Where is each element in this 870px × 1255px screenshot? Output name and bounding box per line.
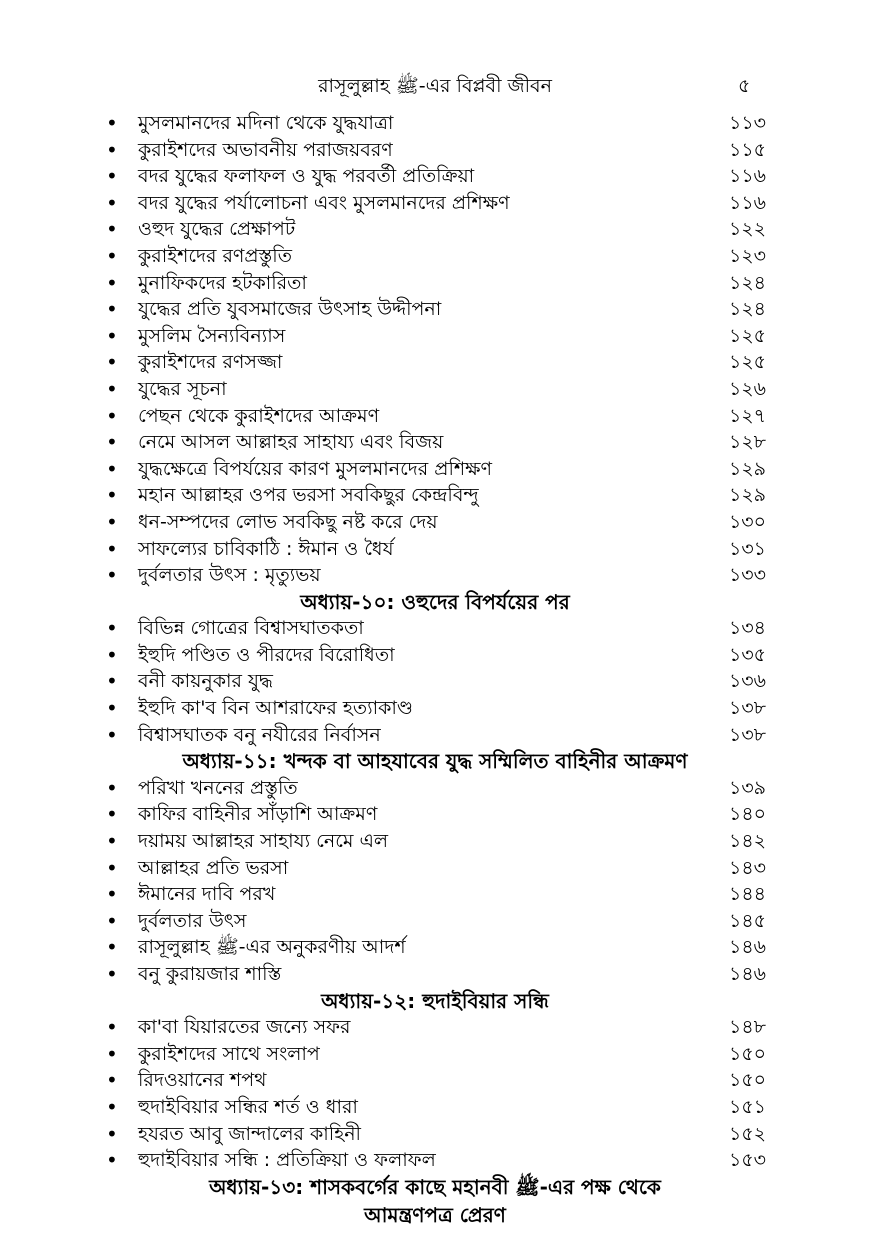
toc-entry-title: মুসলিম সৈন্যবিন্যাস <box>138 324 286 347</box>
bullet-icon: • <box>106 1121 118 1146</box>
toc-entry <box>0 668 870 695</box>
bullet-icon: • <box>106 1041 118 1066</box>
toc-entry-page: ১২৮ <box>728 431 766 454</box>
bullet-icon: • <box>106 137 118 162</box>
toc-entry-page: ১৪৪ <box>729 883 766 906</box>
bullet-icon: • <box>106 297 118 322</box>
toc-entry-title: বিশ্বাসঘাতক বনু নযীরের নির্বাসন <box>138 723 381 746</box>
toc-entry <box>0 296 870 323</box>
toc-entry-title: বিভিন্ন গোত্রের বিশ্বাসঘাতকতা <box>138 617 364 640</box>
bullet-icon: • <box>106 111 118 135</box>
bullet-icon: • <box>106 563 118 588</box>
bullet-icon: • <box>106 1148 118 1173</box>
toc-entry-title: ইহুদি কা'ব বিন আশরাফের হত্যাকাণ্ড <box>138 697 414 720</box>
bullet-icon: • <box>106 1068 118 1093</box>
toc-entry-title: পেছন থেকে কুরাইশদের আক্রমণ <box>138 404 380 427</box>
bullet-icon: • <box>106 376 118 401</box>
toc-entry-page: ১৫০ <box>728 1042 766 1065</box>
toc-entry-page: ১২৪ <box>728 298 766 321</box>
toc-entry-title: কাফির বাহিনীর সাঁড়াশি আক্রমণ <box>138 803 378 826</box>
toc-entry-title: ধন-সম্পদের লোভ সবকিছু নষ্ট করে দেয় <box>138 510 438 533</box>
toc-entry-title: কুরাইশদের সাথে সংলাপ <box>138 1042 320 1065</box>
bullet-icon: • <box>106 1094 118 1119</box>
toc-entry-page: ১৪০ <box>728 803 766 826</box>
toc-entry <box>0 429 870 456</box>
toc-entry <box>0 722 870 749</box>
toc-entry <box>0 216 870 243</box>
toc-entry <box>0 562 870 589</box>
toc-entry <box>0 536 870 563</box>
toc-entry-title: মুসলমানদের মদিনা থেকে যুদ্ধযাত্রা <box>138 112 394 134</box>
toc-entry <box>0 828 870 855</box>
toc-entry-title: রিদওয়ানের শপথ <box>138 1069 267 1092</box>
toc-entry-page: ১৩৫ <box>728 643 766 666</box>
toc-entry-title: দুর্বলতার উৎস : মৃত্যুভয় <box>138 564 321 587</box>
toc-entry <box>0 855 870 882</box>
toc-entry-page: ১২৯ <box>728 457 766 480</box>
toc-entry <box>0 137 870 164</box>
toc-entry <box>0 615 870 642</box>
toc-entry-title: হযরত আবু জান্দালের কাহিনী <box>138 1122 361 1145</box>
toc-entry-title: বদর যুদ্ধের ফলাফল ও যুদ্ধ পরবর্তী প্রতিক্রিয়া <box>138 165 475 188</box>
toc-entry-page: ১৫১ <box>729 1095 766 1118</box>
bullet-icon: • <box>106 802 118 827</box>
table-of-contents <box>0 110 870 1230</box>
toc-entry <box>0 801 870 828</box>
toc-entry-page: ১২৯ <box>728 484 766 507</box>
bullet-icon: • <box>106 270 118 295</box>
toc-entry-page: ১১৩ <box>728 112 766 134</box>
toc-entry-page: ১৪২ <box>728 830 766 853</box>
toc-entry-page: ১২৩ <box>728 244 766 267</box>
toc-entry <box>0 908 870 935</box>
toc-entry <box>0 1041 870 1068</box>
chapter-heading: অধ্যায়-১২: হুদাইবিয়ার সন্ধি <box>321 988 549 1013</box>
bullet-icon: • <box>106 509 118 534</box>
toc-entry-page: ১৪৮ <box>729 1016 766 1039</box>
toc-entry-page: ১৩৬ <box>728 670 766 693</box>
toc-entry <box>0 163 870 190</box>
toc-entry-page: ১২৫ <box>728 324 766 347</box>
toc-entry-page: ১৩৮ <box>728 723 766 746</box>
toc-entry-title: মহান আল্লাহর ওপর ভরসা সবকিছুর কেন্দ্রবিন্দু <box>138 484 479 507</box>
bullet-icon: • <box>106 935 118 960</box>
toc-entry-page: ১৩৯ <box>728 776 766 799</box>
chapter-heading: অধ্যায়-১৩: শাসকবর্গের কাছে মহানবী ﷺ-এর পক্ষ থেকে <box>209 1174 661 1199</box>
bullet-icon: • <box>106 696 118 721</box>
toc-entry <box>0 695 870 722</box>
bullet-icon: • <box>106 722 118 747</box>
toc-entry-page: ১১৬ <box>728 165 766 188</box>
bullet-icon: • <box>106 908 118 933</box>
toc-entry <box>0 456 870 483</box>
bullet-icon: • <box>106 882 118 907</box>
page-number: ৫ <box>738 75 751 97</box>
toc-entry-title: কুরাইশদের অভাবনীয় পরাজয়বরণ <box>138 138 393 161</box>
toc-entry <box>0 270 870 297</box>
bullet-icon: • <box>106 483 118 508</box>
toc-entry <box>0 1094 870 1121</box>
toc-entry-page: ১৩৪ <box>728 617 766 640</box>
toc-entry-page: ১১৫ <box>729 138 766 161</box>
toc-entry-title: হুদাইবিয়ার সন্ধি : প্রতিক্রিয়া ও ফলাফল <box>138 1149 436 1172</box>
toc-entry-page: ১৩৮ <box>728 697 766 720</box>
toc-entry-title: যুদ্ধক্ষেত্রে বিপর্যয়ের কারণ মুসলমানদের প্রশিক্ষণ <box>138 457 493 480</box>
toc-entry-title: যুদ্ধের সূচনা <box>138 377 227 400</box>
toc-entry-page: ১৫২ <box>728 1122 766 1145</box>
bullet-icon: • <box>106 190 118 215</box>
toc-entry <box>0 110 870 137</box>
bullet-icon: • <box>106 642 118 667</box>
toc-entry-title: কুরাইশদের রণসজ্জা <box>138 351 283 374</box>
toc-entry-title: বনী কায়নুকার যুদ্ধ <box>138 670 273 693</box>
toc-entry-title: রাসূলুল্লাহ ﷺ-এর অনুকরণীয় আদর্শ <box>138 936 406 959</box>
bullet-icon: • <box>106 217 118 242</box>
toc-entry <box>0 190 870 217</box>
toc-entry-title: দয়াময় আল্লাহর সাহায্য নেমে এল <box>138 830 389 853</box>
bullet-icon: • <box>106 669 118 694</box>
toc-entry <box>0 1067 870 1094</box>
toc-entry <box>0 376 870 403</box>
toc-entry-title: বদর যুদ্ধের পর্যালোচনা এবং মুসলমানদের প্রশিক্ষণ <box>138 191 510 214</box>
bullet-icon: • <box>106 323 118 348</box>
toc-entry-page: ১৪৬ <box>728 936 766 959</box>
toc-entry-title: মুনাফিকদের হটকারিতা <box>138 271 307 294</box>
toc-entry <box>0 934 870 961</box>
toc-entry-page: ১২২ <box>728 218 766 241</box>
toc-entry <box>0 403 870 430</box>
toc-entry-page: ১৫০ <box>728 1069 766 1092</box>
bullet-icon: • <box>106 829 118 854</box>
toc-entry-title: কুরাইশদের রণপ্রস্তুতি <box>138 244 292 267</box>
bullet-icon: • <box>106 456 118 481</box>
toc-entry-title: আল্লাহর প্রতি ভরসা <box>138 856 289 879</box>
toc-entry-page: ১২৭ <box>728 404 766 427</box>
toc-entry-page: ১৩১ <box>728 537 766 560</box>
toc-entry <box>0 1014 870 1041</box>
toc-entry <box>0 482 870 509</box>
toc-entry-title: ওহুদ যুদ্ধের প্রেক্ষাপট <box>138 218 296 241</box>
bullet-icon: • <box>106 164 118 189</box>
toc-entry-page: ১৩০ <box>728 510 766 533</box>
bullet-icon: • <box>106 775 118 800</box>
toc-entry-title: ঈমানের দাবি পরখ <box>138 883 276 906</box>
toc-entry <box>0 775 870 802</box>
bullet-icon: • <box>106 430 118 455</box>
toc-entry-page: ১৪৩ <box>728 856 766 879</box>
chapter-heading: আমন্ত্রণপত্র প্রেরণ <box>364 1203 506 1228</box>
toc-entry <box>0 1121 870 1148</box>
toc-entry-title: নেমে আসল আল্লাহর সাহায্য এবং বিজয় <box>138 431 444 454</box>
toc-entry <box>0 243 870 270</box>
bullet-icon: • <box>106 536 118 561</box>
chapter-heading: অধ্যায়-১০: ওহুদের বিপর্যয়ের পর <box>300 589 570 614</box>
toc-entry <box>0 349 870 376</box>
chapter-heading: অধ্যায়-১১: খন্দক বা আহযাবের যুদ্ধ সম্মিলিত বাহিনীর আক্রমণ <box>182 749 688 774</box>
toc-entry <box>0 881 870 908</box>
bullet-icon: • <box>106 616 118 641</box>
toc-entry-title: বনু কুরায়জার শাস্তি <box>138 963 282 985</box>
toc-entry-page: ১২৬ <box>728 377 766 400</box>
toc-entry-page: ১১৬ <box>728 191 766 214</box>
toc-entry <box>0 642 870 669</box>
toc-entry <box>0 1147 870 1174</box>
bullet-icon: • <box>106 1015 118 1040</box>
toc-entry-title: পরিখা খননের প্রস্তুতি <box>138 776 298 799</box>
toc-entry-page: ১৪৬ <box>728 963 766 985</box>
toc-entry-title: ইহুদি পণ্ডিত ও পীরদের বিরোধিতা <box>138 643 395 666</box>
toc-entry-page: ১৫৩ <box>728 1149 766 1172</box>
bullet-icon: • <box>106 855 118 880</box>
bullet-icon: • <box>106 350 118 375</box>
toc-entry <box>0 509 870 536</box>
toc-entry-title: হুদাইবিয়ার সন্ধির শর্ত ও ধারা <box>138 1095 358 1118</box>
bullet-icon: • <box>106 962 118 986</box>
toc-entry <box>0 961 870 988</box>
running-title: রাসূলুল্লাহ ﷺ-এর বিপ্লবী জীবন <box>318 75 552 97</box>
toc-entry-title: দুর্বলতার উৎস <box>138 909 247 932</box>
bullet-icon: • <box>106 403 118 428</box>
bullet-icon: • <box>106 243 118 268</box>
toc-entry-title: যুদ্ধের প্রতি যুবসমাজের উৎসাহ উদ্দীপনা <box>138 298 442 321</box>
toc-entry-title: সাফল্যের চাবিকাঠি : ঈমান ও ধৈর্য <box>138 537 394 560</box>
toc-entry-page: ১৩৩ <box>728 564 766 587</box>
running-header <box>0 72 870 102</box>
toc-entry <box>0 323 870 350</box>
toc-entry-page: ১২৫ <box>728 351 766 374</box>
toc-entry-title: কা'বা যিয়ারতের জন্যে সফর <box>138 1016 351 1039</box>
toc-entry-page: ১২৪ <box>728 271 766 294</box>
toc-entry-page: ১৪৫ <box>729 909 766 932</box>
